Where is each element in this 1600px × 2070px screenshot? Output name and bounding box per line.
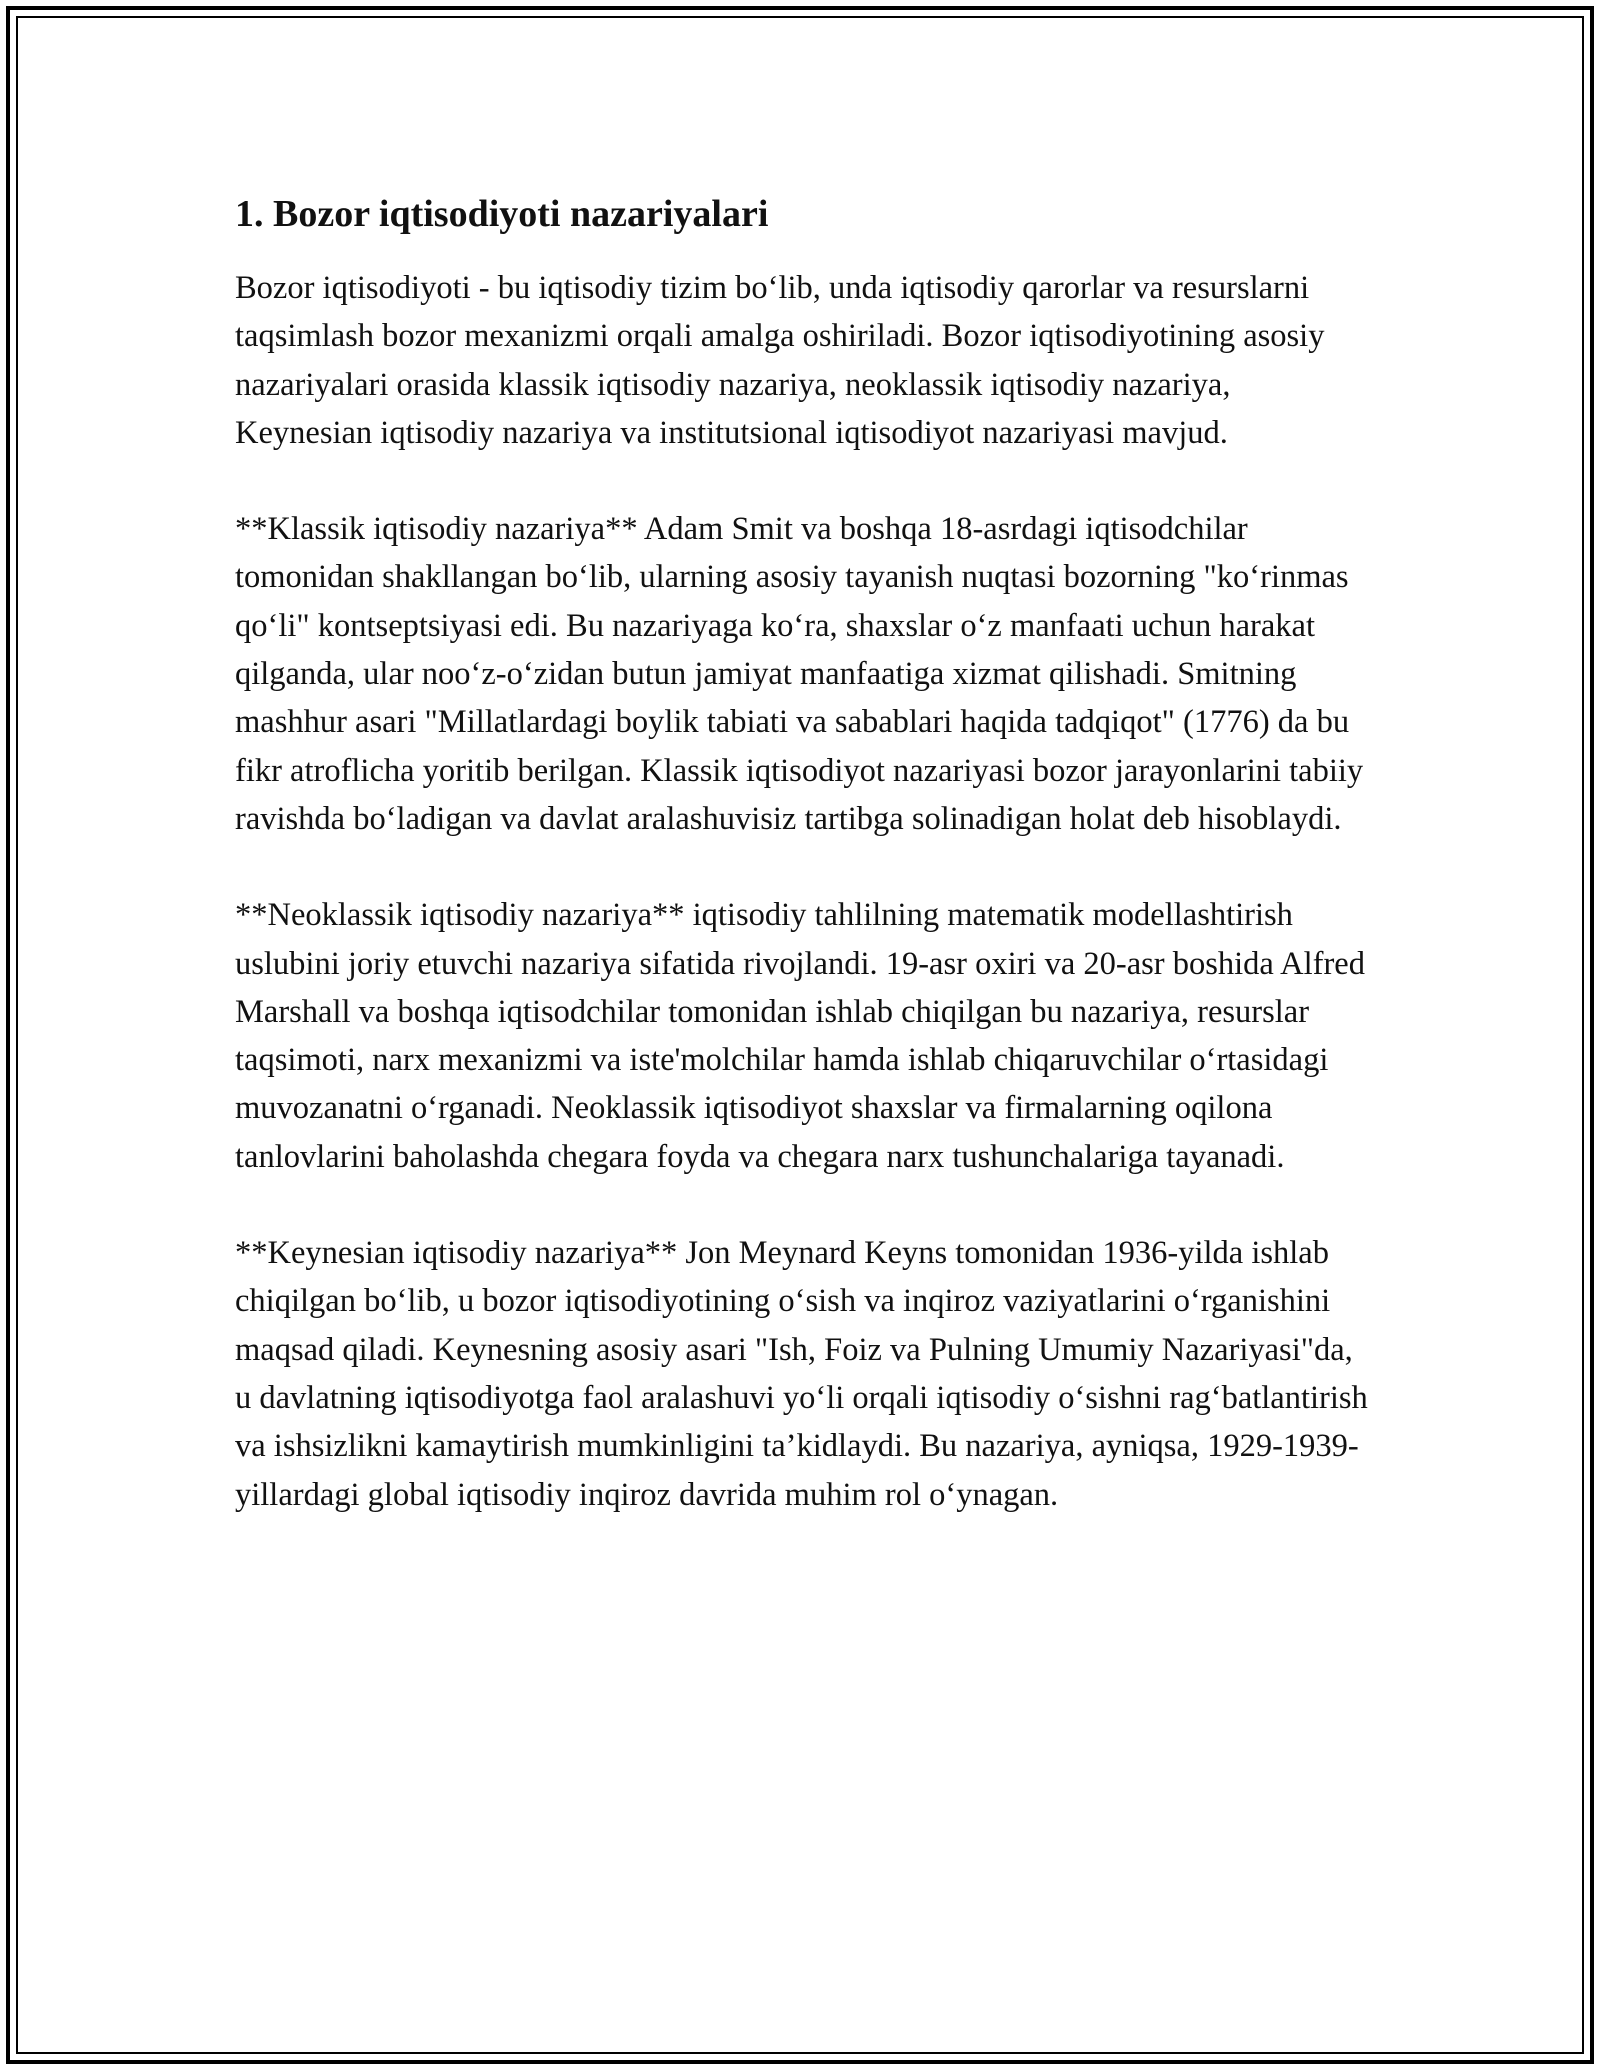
- document-body: [235, 186, 1375, 1519]
- section-heading: 1. Bozor iqtisodiyoti nazariyalari: [235, 193, 769, 235]
- paragraph-classical-theory: **Klassik iqtisodiy nazariya** Adam Smit va boshqa 18-asrdagi iqtisodchilar tomonidan shakllangan bo‘lib, ularning asosiy tayanish nuqtasi bozorning "ko‘rinmas qo‘li" kontseptsiyasi edi. Bu nazariyaga ko‘ra, shaxslar o‘z manfaati uchun harakat qilganda, ular noo‘z-o‘zidan butun jamiyat manfaatiga xizmat qilishadi. Smitning mashhur asari "Millatlardagi boylik tabiati va sabablari haqida tadqiqot" (1776) da bu fikr atroflicha yoritib berilgan. Klassik iqtisodiyot nazariyasi bozor jarayonlarini tabiiy ravishda bo‘ladigan va davlat aralashuvisiz tartibga solinadigan holat deb hisoblaydi.: [235, 511, 1364, 837]
- paragraph-keynesian-theory: **Keynesian iqtisodiy nazariya** Jon Meynard Keyns tomonidan 1936-yilda ishlab chiqilgan bo‘lib, u bozor iqtisodiyotining o‘sish va inqiroz vaziyatlarini o‘rganishini maqsad qiladi. Keynesning asosiy asari "Ish, Foiz va Pulning Umumiy Nazariyasi"da, u davlatning iqtisodiyotga faol aralashuvi yo‘li orqali iqtisodiy o‘sishni rag‘batlantirish va ishsizlikni kamaytirish mumkinligini ta’kidlaydi. Bu nazariya, ayniqsa, 1929-1939-yillardagi global iqtisodiy inqiroz davrida muhim rol o‘ynagan.: [235, 1235, 1368, 1513]
- paragraph-intro: Bozor iqtisodiyoti - bu iqtisodiy tizim bo‘lib, unda iqtisodiy qarorlar va resurslarni taqsimlash bozor mexanizmi orqali amalga oshiriladi. Bozor iqtisodiyotining asosiy nazariyalari orasida klassik iqtisodiy nazariya, neoklassik iqtisodiy nazariya, Keynesian iqtisodiy nazariya va institutsional iqtisodiyot nazariyasi mavjud.: [235, 270, 1325, 451]
- paragraph-neoclassical-theory: **Neoklassik iqtisodiy nazariya** iqtisodiy tahlilning matematik modellashtirish uslubini joriy etuvchi nazariya sifatida rivojlandi. 19-asr oxiri va 20-asr boshida Alfred Marshall va boshqa iqtisodchilar tomonidan ishlab chiqilgan bu nazariya, resurslar taqsimoti, narx mexanizmi va iste'molchilar hamda ishlab chiqaruvchilar o‘rtasidagi muvozanatni o‘rganadi. Neoklassik iqtisodiyot shaxslar va firmalarning oqilona tanlovlarini baholashda chegara foyda va chegara narx tushunchalariga tayanadi.: [235, 897, 1365, 1175]
